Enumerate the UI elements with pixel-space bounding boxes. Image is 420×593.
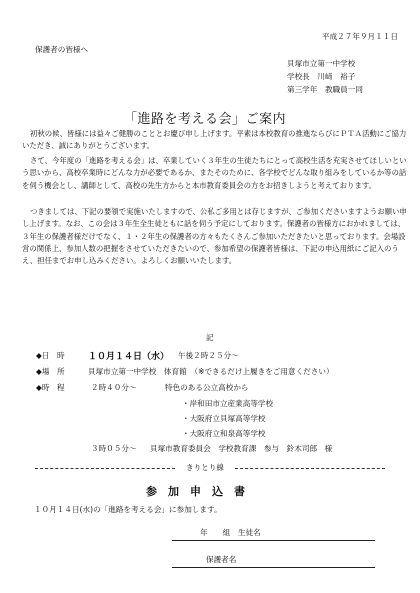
- school-item: ・大阪府立貝塚高等学校: [182, 414, 266, 423]
- paragraph-request: つきましては、下記の要領で実施いたしますので、公私ご多用とは存じますが、ご参加くださいますようお願い申し上げます。なお、この会は３年生全生徒ともに話を伺う予定にしております。保護者の皆様方におかれましては、３年生の保護者様だけでなく、１・２年生の保護者の方々もたくさんご参加いただきたいと思っております。会場設営の関係上、参加人数の把握をさせていただきたいので、参加希望の保護者皆様は、下記の申込用紙にご記入のうえ、担任までお申し込みください。よろしくお願いいたします。: [22, 207, 407, 266]
- paragraph-greeting: 初秋の候、皆様には益々ご健勝のこととお慶び申し上げます。平素は本校教育の推進ならびにＰＴＡ活動にご協力いただき、誠にありがとうございます。: [22, 129, 407, 151]
- schedule-desc-1: 特色のある公立高校から: [165, 383, 249, 392]
- parent-name-label: 保護者名: [206, 555, 237, 564]
- student-name-field[interactable]: [172, 540, 375, 541]
- school-item: ・大阪府立和泉高等学校: [182, 429, 266, 438]
- paragraph-purpose: さて、今年度の「進路を考える会」は、卒業していく３年生の生徒たちにとって高校生活を充実させてほしいという思いから、高校卒業時にどんな力が必要であるか、またそのために、各学校でどんな取り組みをしているか等の話を伺う機会とし、講師として、高校の先生方からと本市教育委員会の方をお招きしようと考えております。: [22, 156, 407, 190]
- form-statement: １０月１４日(水)の「進路を考える会」に参加します。: [34, 505, 222, 514]
- school-item: ・岸和田市立産業高等学校: [182, 399, 274, 408]
- cut-line-right: [235, 468, 385, 469]
- cut-line-left: [35, 468, 175, 469]
- sender-principal: 学校長 川﨑 裕子: [287, 72, 356, 81]
- form-title: 参 加 申 込 書: [146, 485, 245, 498]
- cut-line-label: きりとり線: [186, 463, 224, 472]
- event-date: １０月１４日（水）: [88, 352, 170, 362]
- place-label: ◆場 所: [36, 367, 65, 376]
- event-place: 貝塚市立第一中学校 体育館 （※できるだけ上履きをご用意ください）: [88, 367, 334, 376]
- event-time: 午後２時２５分～: [178, 351, 239, 360]
- parent-name-field[interactable]: [172, 567, 375, 568]
- recipient: 保護者の皆様へ: [35, 45, 89, 54]
- schedule-time-2: ３時０５分～: [91, 444, 137, 453]
- schedule-label: ◆時 程: [36, 383, 65, 392]
- ki-heading: 記: [206, 333, 214, 342]
- sender-school: 貝塚市立第一中学校: [287, 59, 356, 68]
- letter-date: 平成２７年９月１１日: [322, 32, 398, 41]
- sender-staff: 第三学年 教職員一同: [287, 85, 363, 94]
- page-title: 「進路を考える会」ご案内: [124, 112, 287, 127]
- student-name-label: 年 組 生徒名: [200, 528, 261, 537]
- schedule-desc-2: 貝塚市教育委員会 学校教育課 参与 鈴木司郎 様: [150, 444, 333, 453]
- date-label: ◆日 時: [36, 351, 65, 360]
- schedule-time-1: ２時４０分～: [91, 383, 137, 392]
